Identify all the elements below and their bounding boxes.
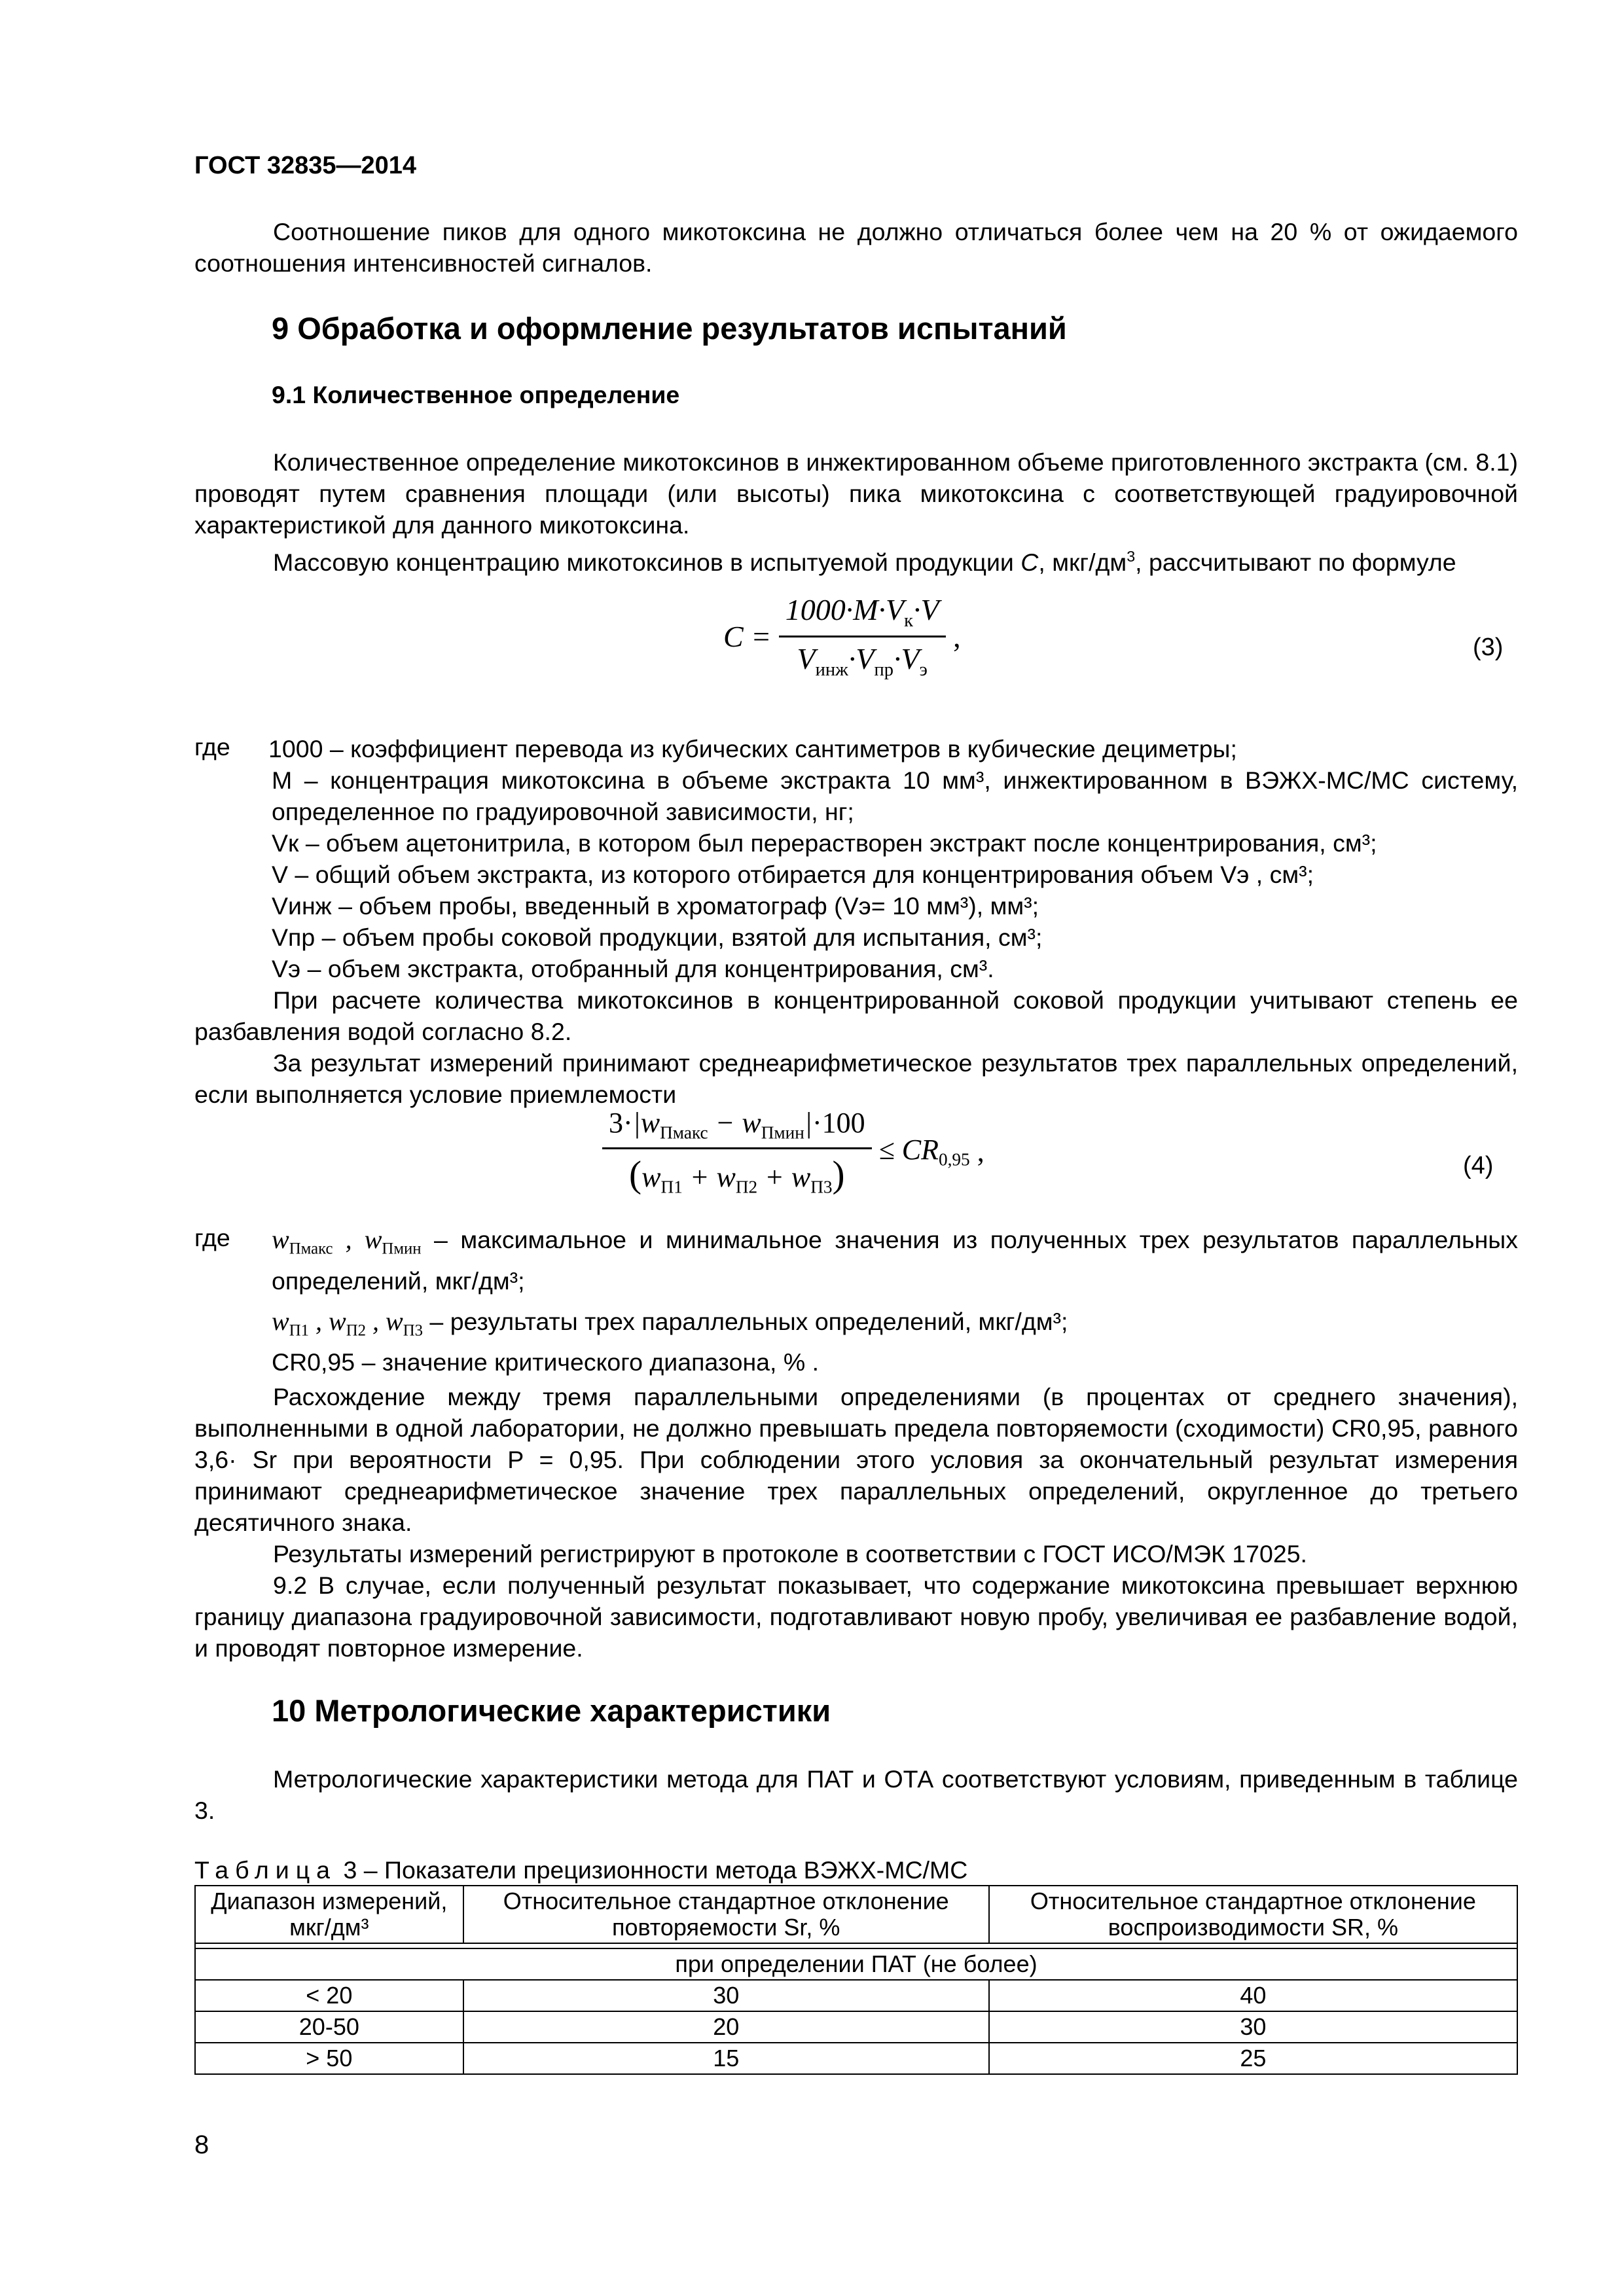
definitions-formula-4 (272, 1224, 1518, 1378)
formula-4: $\frac{3\cdot|w_{Пмакс} - w_{Пмин}|\cdot 100}{(w_{П1} + w_{П2} + w_{П3})}$ ≤ $CR_{0,95}$ , (602, 1106, 984, 1197)
def-w-parallel: $w_{П1}$ , $w_{П2}$ , $w_{П3}$ – результаты трех параллельных определений, мкг/дм³; (272, 1306, 1068, 1340)
paragraph-quant-method: Количественное определение микотоксинов в инжектированном объеме приготовленного экстракта (см. 8.1) проводят путем сравнения площади (или высоты) пика микотоксина с соответствующей градуировочной характеристикой для данного микотоксина. (194, 448, 1518, 539)
table-gap-row (195, 1943, 1517, 1948)
def-Ve: Vэ – объем экстракта, отобранный для концентрирования, см³. (272, 955, 994, 982)
table-cell: 25 (989, 2043, 1517, 2074)
where-label: где (194, 733, 230, 761)
table-cell: 30 (463, 1980, 989, 2011)
section-10-title: 10 Метрологические характеристики (272, 1693, 831, 1728)
paragraph-protocol: Результаты измерений регистрируют в протоколе в соответствии с ГОСТ ИСО/МЭК 17025. (273, 1540, 1307, 1568)
table-cell: > 50 (195, 2043, 463, 2074)
table-header-reproducibility: Относительное стандартное отклонение воспроизводимости SR, % (989, 1886, 1517, 1943)
def-V: V – общий объем экстракта, из которого отбирается для концентрирования объем Vэ , см³; (272, 861, 1314, 888)
paragraph-peak-ratio: Соотношение пиков для одного микотоксина не должно отличаться более чем на 20 % от ожидаемого соотношения интенсивностей сигналов. (194, 218, 1518, 277)
table-header-range: Диапазон измерений, мкг/дм³ (195, 1886, 463, 1943)
document-header: ГОСТ 32835—2014 (194, 152, 417, 179)
subsection-9-1-title: 9.1 Количественное определение (272, 381, 680, 408)
table-group-row (195, 1948, 1517, 1980)
paragraph-metrology: Метрологические характеристики метода для ПАТ и ОТА соответствуют условиям, приведенным в таблице 3. (194, 1765, 1518, 1824)
table-row (195, 2043, 1517, 2074)
paragraph-9-2: 9.2 В случае, если полученный результат показывает, что содержание микотоксина превышает верхнюю границу диапазона градуировочной зависимости, подготавливают новую пробу, увеличивая ее разбавление водой, и проводят повторное измерение. (194, 1571, 1518, 1662)
definitions-formula-3 (268, 733, 1518, 984)
table-cell: 20 (463, 2011, 989, 2043)
table-row (195, 2011, 1517, 2043)
def-Vk: Vк – объем ацетонитрила, в котором был перерастворен экстракт после концентрирования, см³; (272, 829, 1377, 857)
paragraph-dilution: При расчете количества микотоксинов в концентрированной соковой продукции учитывают степень ее разбавления водой согласно 8.2. (194, 986, 1518, 1045)
formula-3: C = $\frac{1000\cdot M\cdot V_к\cdot V}{V_{инж}\cdot V_{пр}\cdot V_э}$ , (723, 593, 961, 680)
def-1000: 1000 – коэффициент перевода из кубических сантиметров в кубические дециметры; (268, 735, 1237, 762)
table-cell: 30 (989, 2011, 1517, 2043)
table-group-pat: при определении ПАТ (не более) (195, 1948, 1517, 1980)
def-Vpr: Vпр – объем пробы соковой продукции, взятой для испытания, см³; (272, 924, 1043, 951)
table-header-repeatability: Относительное стандартное отклонение повторяемости Sr, % (463, 1886, 989, 1943)
table-cell: < 20 (195, 1980, 463, 2011)
table-cell: 20-50 (195, 2011, 463, 2043)
section-9-title: 9 Обработка и оформление результатов испытаний (272, 311, 1067, 346)
def-Vinj: Vинж – объем пробы, введенный в хроматограф (Vэ= 10 мм³), мм³; (272, 892, 1039, 920)
equation-number-3: (3) (1473, 634, 1504, 661)
page-number: 8 (194, 2130, 209, 2159)
paragraph-repeatability: Расхождение между тремя параллельными определениями (в процентах от среднего значения), выполненными в одной лаборатории, не должно превышать предела повторяемости (сходимости) CR0,95, равного 3,6· Sr при вероятности P = 0,95. При соблюдении этого условия за окончательный результат измерения принимают среднеарифметическое значение трех параллельных определений, округленное до третьего десятичного знака. (194, 1383, 1518, 1536)
table-3-caption: Таблица 3 – Показатели прецизионности метода ВЭЖХ-МС/МС (194, 1856, 968, 1884)
where-label-2: где (194, 1224, 230, 1251)
paragraph-acceptance: За результат измерений принимают среднеарифметическое результатов трех параллельных определений, если выполняется условие приемлемости (194, 1049, 1518, 1108)
table-cell: 40 (989, 1980, 1517, 2011)
table-cell: 15 (463, 2043, 989, 2074)
def-M: М – концентрация микотоксина в объеме экстракта 10 мм³, инжектированном в ВЭЖХ-МС/МС систему, определенное по градуировочной зависимости, нг; (272, 766, 1518, 825)
equation-number-4: (4) (1463, 1152, 1494, 1179)
paragraph-mass-concentration: Массовую концентрацию микотоксинов в испытуемой продукции С, мкг/$дм^3$, рассчитывают по формуле (273, 548, 1456, 576)
def-CR: CR0,95 – значение критического диапазона, % . (272, 1348, 820, 1376)
def-wmax-wmin: $w_{Пмакс}$ , $w_{Пмин}$ – максимальное и минимальное значения из полученных трех результатов параллельных определений, мкг/дм³; (272, 1225, 1519, 1295)
table-header-row (195, 1886, 1517, 1943)
table-row (195, 1980, 1517, 2011)
table-3 (194, 1885, 1518, 2075)
